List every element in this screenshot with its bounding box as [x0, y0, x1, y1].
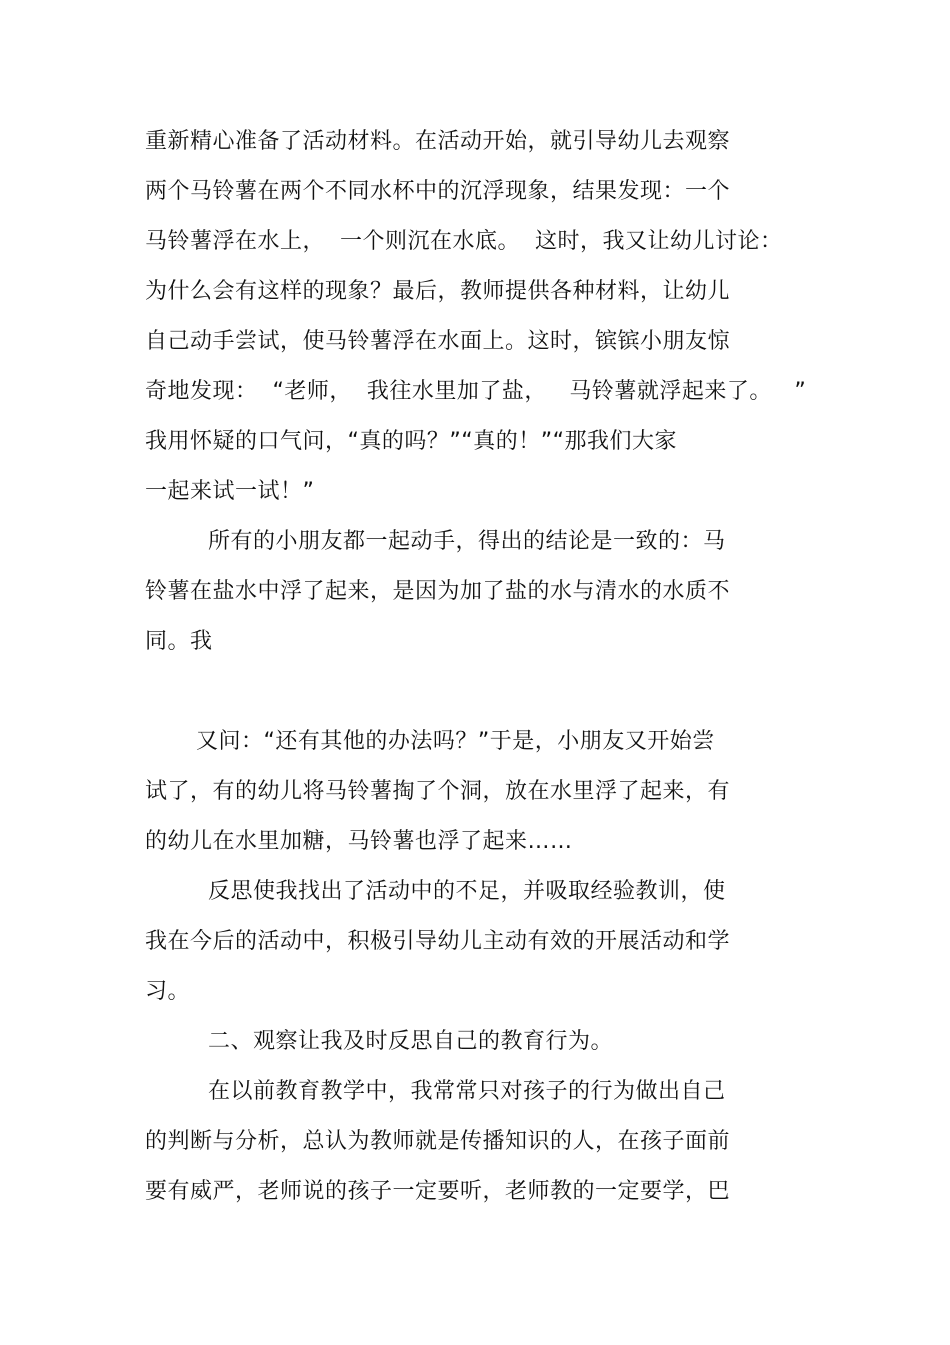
- paragraph-line: 一起来试一试！”: [145, 479, 315, 504]
- paragraph-line: 习。: [145, 979, 191, 1004]
- paragraph-line: 我用怀疑的口气问，“真的吗？”“真的！”“那我们大家: [145, 429, 677, 454]
- paragraph-line: 试了，有的幼儿将马铃薯掏了个洞，放在水里浮了起来，有: [145, 779, 731, 804]
- paragraph-line: 为什么会有这样的现象？最后，教师提供各种材料，让幼儿: [145, 279, 731, 304]
- paragraph-line: 铃薯在盐水中浮了起来，是因为加了盐的水与清水的水质不: [145, 579, 731, 604]
- paragraph-line: 的判断与分析，总认为教师就是传播知识的人，在孩子面前: [145, 1129, 731, 1154]
- paragraph-line: 马铃薯浮在水上， 一个则沉在水底。 这时，我又让幼儿讨论：: [145, 229, 783, 254]
- paragraph-line: 的幼儿在水里加糖，马铃薯也浮了起来……: [145, 829, 573, 854]
- paragraph-line: 重新精心准备了活动材料。在活动开始，就引导幼儿去观察: [145, 129, 731, 154]
- paragraph-line: 所有的小朋友都一起动手，得出的结论是一致的：马: [208, 529, 726, 554]
- paragraph-line: 奇地发现： “老师， 我往水里加了盐， 马铃薯就浮起来了。 ”: [145, 379, 807, 404]
- paragraph-line: 又问：“还有其他的办法吗？”于是，小朋友又开始尝: [196, 729, 715, 754]
- paragraph-line: 自己动手尝试，使马铃薯浮在水面上。这时，镔镔小朋友惊: [145, 329, 731, 354]
- paragraph-line: 同。我: [145, 629, 213, 654]
- section-heading: 二、观察让我及时反思自己的教育行为。: [208, 1029, 614, 1054]
- paragraph-line: 要有威严，老师说的孩子一定要听，老师教的一定要学，巴: [145, 1179, 731, 1204]
- paragraph-line: 我在今后的活动中，积极引导幼儿主动有效的开展活动和学: [145, 929, 731, 954]
- paragraph-line: 两个马铃薯在两个不同水杯中的沉浮现象，结果发现：一个: [145, 179, 731, 204]
- paragraph-line: 在以前教育教学中，我常常只对孩子的行为做出自己: [208, 1079, 726, 1104]
- paragraph-line: 反思使我找出了活动中的不足，并吸取经验教训，使: [208, 879, 726, 904]
